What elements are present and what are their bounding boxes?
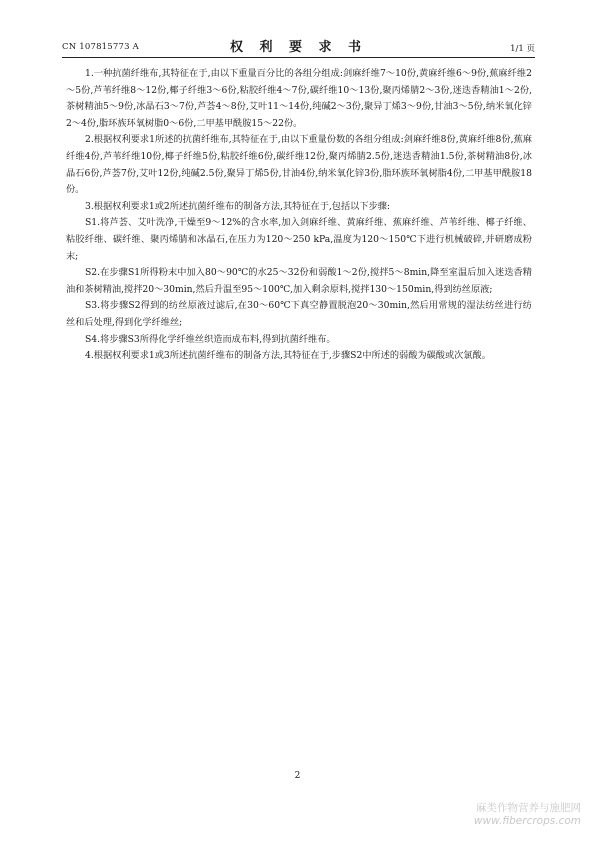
claim-4: 4.根据权利要求1或3所述抗菌纤维布的制备方法,其特征在于,步骤S2中所述的弱酸为碳酸或次氯酸。: [85, 350, 491, 362]
claim-1: 1.一种抗菌纤维布,其特征在于,由以下重量百分比的各组分组成:剑麻纤维7～10份,黄麻纤维6～9份,蕉麻纤维2～5份,芦苇纤维8～12份,椰子纤维3～6份,粘胶纤维4～7份,碳纤维10～13份,聚丙烯腈2～3份,迷迭香精油1～2份,茶树精油5～9份,冰晶石3～7份,芦荟4～8份,艾叶11～14份,纯碱2～3份,聚异丁烯3～9份,甘油3～5份,纳米氧化锌2～4份,脂环族环氧树脂0～6份,二甲基甲酰胺15～22份。: [66, 68, 532, 129]
watermark-name: 麻类作物营养与施肥网: [476, 802, 581, 814]
claim-2: 2.根据权利要求1所述的抗菌纤维布,其特征在于,由以下重量份数的各组分组成:剑麻纤维8份,黄麻纤维8份,蕉麻纤维4份,芦苇纤维10份,椰子纤维5份,粘胶纤维6份,碳纤维12份,聚丙烯腈2.5份,迷迭香精油1.5份,茶树精油8份,冰晶石6份,芦荟7份,艾叶12份,纯碱2.5份,聚异丁烯5份,甘油4份,纳米氧化锌3份,脂环族环氧树脂4份,二甲基甲酰胺18份。: [66, 134, 532, 196]
claim-3-step-s4: S4.将步骤S3所得化学纤维丝织造而成布料,得到抗菌纤维布。: [85, 333, 336, 345]
claim-3: 3.根据权利要求1或2所述抗菌纤维布的制备方法,其特征在于,包括以下步骤:: [85, 200, 391, 212]
header-rule: [62, 57, 535, 58]
claim-3-step-s2: S2.在步骤S1所得粉末中加入80～90℃的水25～32份和弱酸1～2份,搅拌5～8min,降至室温后加入迷迭香精油和茶树精油,搅拌20～30min,然后升温至95～100℃,加入剩余原料,搅拌130～150min,得到纺丝原液;: [66, 267, 532, 295]
page-info: 1/1 页: [510, 44, 535, 54]
claim-3-step-s1: S1.将芦荟、艾叶洗净,干燥至9～12%的含水率,加入剑麻纤维、黄麻纤维、蕉麻纤维、芦苇纤维、椰子纤维、粘胶纤维、碳纤维、聚丙烯腈和冰晶石,在压力为120～250 kPa,温度为120～150℃下进行机械破碎,并研磨成粉末;: [66, 217, 532, 262]
page-title: 权 利 要 求 书: [229, 40, 368, 55]
claim-3-step-s3: S3.将步骤S2得到的纺丝原液过滤后,在30～60℃下真空静置脱泡20～30min,然后用常规的湿法纺丝进行纺丝和后处理,得到化学纤维丝;: [66, 300, 532, 328]
page-header: [62, 36, 535, 56]
page-number: 2: [294, 771, 301, 781]
watermark-url: www.fibercrops.com: [473, 815, 581, 827]
claims-body: [66, 66, 532, 365]
document-number: CN 107815773 A: [62, 42, 139, 52]
watermark: [474, 802, 581, 828]
